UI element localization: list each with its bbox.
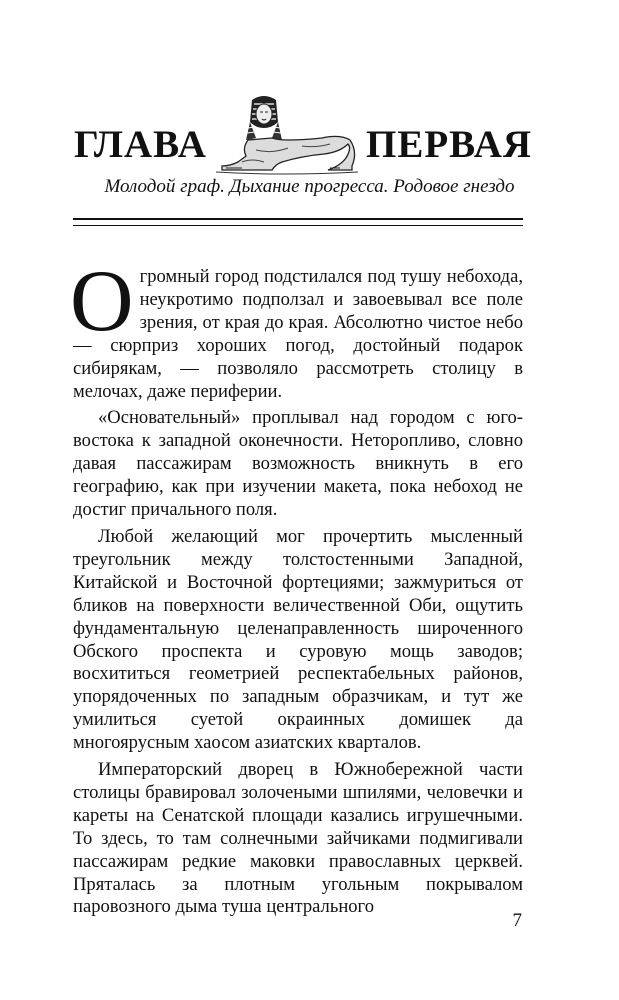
paragraph: «Основательный» проплывал над городом с юго-востока к западной оконечности. Неторопливо, словно давая пассажирам возможность вникнуть в его географию, как при изучении макета, пока небоход не достиг причального поля. xyxy=(73,407,523,521)
header-rule-thin xyxy=(73,225,523,226)
paragraph-text: громный город подстилался под тушу небохода, неукротимо подползал и завоевывал все поле зрения, от края до края. Абсолютно чистое небо — сюрприз хороших погод, достойный подарок сибирякам, — позволяло рассмотреть столицу в мелочах, даже периферии. xyxy=(73,266,523,402)
chapter-title-right: ПЕРВАЯ xyxy=(366,123,533,166)
paragraph xyxy=(70,253,523,403)
sphinx-icon xyxy=(212,92,360,176)
paragraph: Императорский дворец в Южнобережной части столицы бравировал золочеными шпилями, человечки и кареты на Сенатской площади казались игрушечными. То здесь, то там солнечными зайчиками подмигивали пассажирам редкие маковки православных церквей. Пряталась за плотным угольным покрывалом паровозного дыма туша центрального xyxy=(73,759,523,918)
chapter-title-left: ГЛАВА xyxy=(74,123,207,166)
chapter-body xyxy=(70,253,523,919)
header-rule-thick xyxy=(73,218,523,220)
drop-cap: О xyxy=(70,253,134,350)
page-number: 7 xyxy=(512,910,522,931)
chapter-subtitle: Молодой граф. Дыхание прогресса. Родовое гнездо xyxy=(104,176,515,197)
paragraph: Любой желающий мог прочертить мысленный треугольник между толстостенными Западной, Китайской и Восточной фортециями; зажмуриться от бликов на поверхности величественной Оби, ощутить фундаментальную целенаправленность широченного Обского проспекта и суровую мощь заводов; восхититься геометрией респектабельных районов, упорядоченных по западным образчикам, и тут же умилиться суетой окраинных домишек да многоярусным хаосом азиатских кварталов. xyxy=(73,525,523,754)
chapter-header xyxy=(0,0,619,240)
